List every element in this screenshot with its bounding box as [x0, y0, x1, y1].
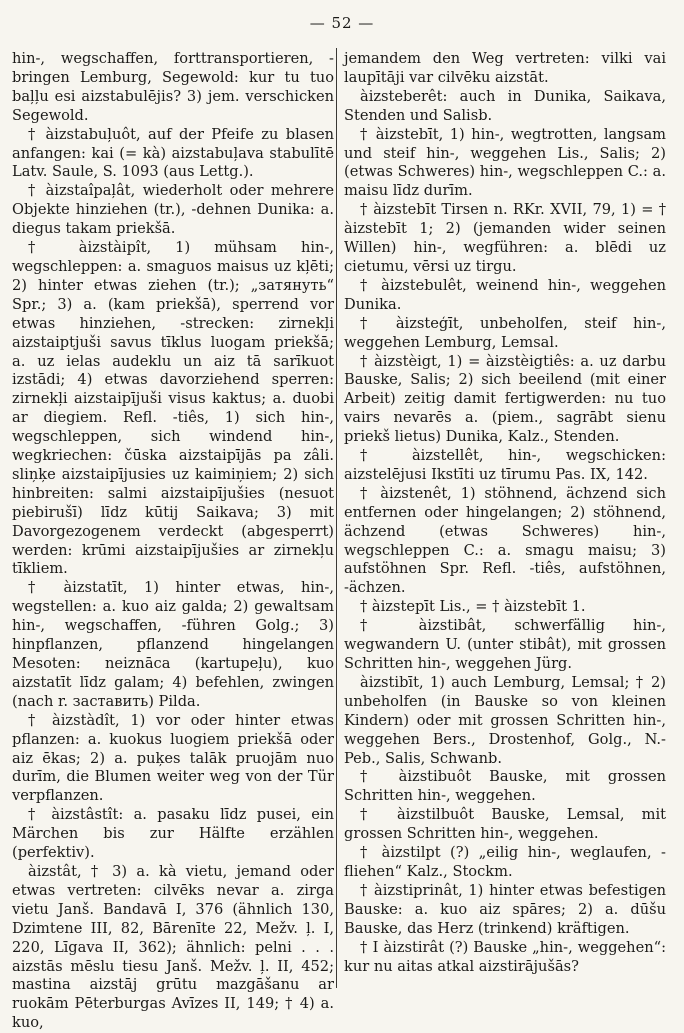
left-column	[12, 50, 334, 1033]
dictionary-entry: † àizstatīt, 1) hinter etwas, hin-, wegstellen: a. kuo aiz galda; 2) gewaltsam hin-, wegschaffen, -führen Golg.; 3) hinpflanzen, pflanzend hingelangen Mesoten: neiznāca (kartupeļu), kuo aizstatīt līdz galam; 4) befehlen, zwingen (nach r. заставить) Pilda.	[12, 579, 334, 710]
dictionary-entry: † àizstèigt, 1) = àizstèigtiês: a. uz darbu Bauske, Salis; 2) sich beeilend (mit einer Arbeit) zeitig damit fertigwerden: nu tuo vairs nevarēs a. (piem., sagrābt sienu priekš lietus) Dunika, Kalz., Stenden.	[344, 352, 666, 446]
dictionary-entry: † àizstibât, schwerfällig hin-, wegwandern U. (unter stibât), mit grossen Schritten hin-, weggehen Jürg.	[344, 617, 666, 672]
dictionary-entry: † àizstebulêt, weinend hin-, weggehen Dunika.	[344, 276, 666, 313]
dictionary-entry: † àizstebīt Tirsen n. RKr. XVII, 79, 1) = † àizstebīt 1; 2) (jemanden wider seinen Willen) hin-, wegführen: a. blēdi uz cietumu, vērsi uz tirgu.	[344, 201, 666, 275]
dictionary-entry: àizsteberêt: auch in Dunika, Saikava, Stenden und Salisb.	[344, 87, 666, 124]
dictionary-entry: † àizsteģīt, unbeholfen, steif hin-, weggehen Lemburg, Lemsal.	[344, 314, 666, 351]
dictionary-entry: † àizstenêt, 1) stöhnend, ächzend sich entfernen oder hingelangen; 2) stöhnend, ächzend (etwas Schweres) hin-, wegschleppen C.: a. smagu maisu; 3) aufstöhnen Spr. Refl. -tiês, aufstöhnen, -ächzen.	[344, 484, 666, 597]
entry-continuation: hin-, wegschaffen, forttransportieren, -bringen Lemburg, Segewold: kur tu tuo baļļu esi aizstabulējis? 3) jem. verschicken Segewold.	[12, 50, 334, 124]
dictionary-entry: † àizstabuļuôt, auf der Pfeife zu blasen anfangen: kai (= kà) aizstabuļava stabulītē Latv. Saule, S. 1093 (aus Lettg.).	[12, 125, 334, 181]
dictionary-entry: àizstât, † 3) a. kà vietu, jemand oder etwas vertreten: cilvēks nevar a. zirga vietu Janš. Bandavā I, 376 (ähnlich 130, Dzimtene III, 82, Bārenīte 22, Mežv. ļ. I, 220, Līgava II, 362); ähnlich: pelni . . . aizstās mēslu tiesu Janš. Mežv. ļ. II, 452; mastina aizstāj grūtu mazgāšanu ar ruokām Pēterburgas Avīzes II, 149; † 4) a. kuo,	[12, 862, 334, 1032]
dictionary-entry: † àizstiprinât, 1) hinter etwas befestigen Bauske: a. kuo aiz spāres; 2) a. dūšu Bauske, das Herz (trinkend) kräftigen.	[344, 881, 666, 937]
dictionary-entry: † àizstepīt Lis., = † àizstebīt 1.	[360, 598, 586, 616]
column-divider	[336, 48, 337, 988]
dictionary-entry: † àizstàipît, 1) mühsam hin-, wegschleppen: a. smaguos maisus uz kļēti; 2) hinter etwas ziehen (tr.); „затянуть“ Spr.; 3) a. (kam priekšā), sperrend vor etwas hinziehen, -strecken: zirnekļi aizstaiptjuši savus tīklus luogam priekšā; a. uz ielas audeklu un aiz tā sarīkuot izstādi; 4) etwas davorziehend sperren: zirnekļi aizstaipījuši visus kaktus; a. duobi ar diegiem. Refl. -tiês, 1) sich hin-, wegschleppen, sich windend hin-, wegkriechen: čūska aizstaipījās pa zâli. sliņķe aizstaipījusies uz kaimiņiem; 2) sich hinbreiten: salmi aizstaipījušies (nesuot piebirušī) līdz kūtij Saikava; 3) mit Davorgezogenem verdeckt (abgesperrt) werden: krūmi aizstaipījušies ar zirnekļu tīkliem.	[12, 239, 334, 578]
dictionary-entry: † àizstilbuôt Bauske, Lemsal, mit grossen Schritten hin-, weggehen.	[344, 806, 666, 843]
dictionary-entry: † àizstebīt, 1) hin-, wegtrotten, langsam und steif hin-, weggehen Lis., Salis; 2) (etwas Schweres) hin-, wegschleppen C.: a. maisu līdz durīm.	[344, 125, 666, 200]
dictionary-entry: † àizstellêt, hin-, wegschicken: aizstelējusi Ikstīti uz tīrumu Pas. IX, 142.	[344, 447, 666, 483]
dictionary-entry: † I àizstirât (?) Bauske „hin-, weggehen“: kur nu aitas atkal aizstirājušās?	[344, 938, 666, 975]
entry-continuation: jemandem den Weg vertreten: vilki vai laupītāji var cilvēku aizstāt.	[344, 50, 666, 86]
dictionary-entry: àizstibīt, 1) auch Lemburg, Lemsal; † 2) unbeholfen (in Bauske so von kleinen Kindern) oder mit grossen Schritten hin-, weggehen Bers., Drostenhof, Golg., N.-Peb., Salis, Schwanb.	[344, 673, 666, 767]
dictionary-entry: † àizstaîpaļât, wiederholt oder mehrere Objekte hinziehen (tr.), -dehnen Dunika: a. diegus takam priekšā.	[12, 182, 334, 238]
dictionary-entry: † àizstibuôt Bauske, mit grossen Schritten hin-, weggehen.	[344, 768, 666, 805]
right-column	[344, 50, 666, 976]
dictionary-entry: † àizstâstît: a. pasaku līdz pusei, ein Märchen bis zur Hälfte erzählen (perfektiv).	[12, 806, 334, 862]
dictionary-entry: † àizstàdît, 1) vor oder hinter etwas pflanzen: a. kuokus luogiem priekšā oder aiz ēkas; 2) a. puķes talāk pruojām nuo durīm, die Blumen weiter weg von der Tür verpflanzen.	[12, 711, 334, 805]
dictionary-entry: † àizstilpt (?) „eilig hin-, weglaufen, -fliehen“ Kalz., Stockm.	[344, 844, 666, 880]
page-number: — 52 —	[309, 14, 375, 32]
